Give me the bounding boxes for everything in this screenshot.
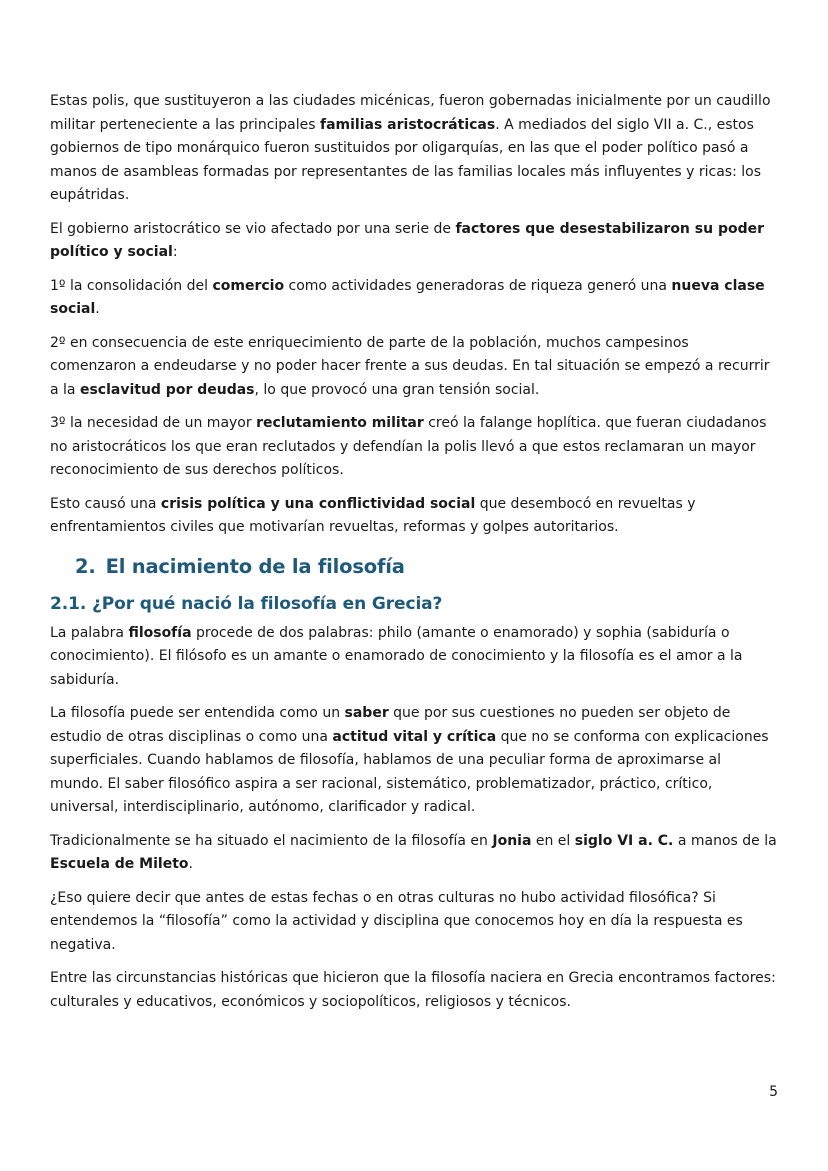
text-run: La filosofía puede ser entendida como un	[50, 705, 345, 721]
paragraph-factor-1	[50, 275, 778, 322]
text-run: Estas polis, que sustituyeron a las ciudades micénicas, fueron gobernadas inicialmente por un caudillo militar perteneciente a las principales	[50, 93, 771, 133]
text-run: , lo que provocó una gran tensión social.	[254, 381, 540, 398]
section-title: El nacimiento de la filosofía	[105, 554, 405, 578]
text-run: ¿Eso quiere decir que antes de estas fechas o en otras culturas no hubo actividad filosófica? Si entendemos la “filosofía” como la actividad y disciplina que conocemos hoy en día la respuesta es negativa.	[50, 889, 743, 953]
paragraph-crisis	[50, 493, 778, 540]
section-heading	[75, 554, 778, 580]
paragraph-palabra-filosofia	[50, 622, 778, 693]
paragraph-jonia	[50, 830, 778, 877]
bold-term: saber	[344, 705, 389, 721]
paragraph-circunstancias	[50, 967, 778, 1014]
text-run: como actividades generadoras de riqueza generó una	[284, 277, 672, 294]
text-run: La palabra	[50, 624, 129, 641]
bold-term: comercio	[212, 277, 285, 294]
bold-term: reclutamiento militar	[256, 415, 424, 431]
text-run: Tradicionalmente se ha situado el nacimiento de la filosofía en	[50, 832, 493, 849]
text-run: .	[95, 301, 100, 317]
text-run: Entre las circunstancias históricas que hicieron que la filosofía naciera en Grecia encontramos factores: culturales y educativos, económicos y sociopolíticos, religiosos y técnicos.	[50, 970, 776, 1010]
text-run: en el	[531, 832, 575, 849]
text-run: 1º la consolidación del	[50, 277, 213, 294]
bold-term: actitud vital y crítica	[332, 728, 497, 745]
bold-term: crisis política y una conflictividad social	[160, 495, 476, 512]
text-run: . A mediados del siglo VII a. C., estos gobiernos de tipo monárquico fueron sustituidos por oligarquías, en las que el poder político pasó a manos de asambleas formadas por representantes de las familias locales más influyentes y ricas: los eupátridas.	[50, 116, 761, 203]
subsection-heading: 2.1. ¿Por qué nació la filosofía en Grecia?	[50, 593, 443, 614]
paragraph-saber	[50, 702, 778, 820]
bold-term: filosofía	[128, 624, 192, 641]
section-number: 2.	[75, 554, 96, 578]
bold-term: Escuela de Mileto	[50, 856, 189, 872]
bold-term: esclavitud por deudas	[79, 381, 255, 398]
bold-term: familias aristocráticas	[320, 116, 496, 133]
text-run: a manos de la	[673, 832, 777, 849]
text-run: creó la falange hoplítica. que fueran ciudadanos no aristocráticos los que eran reclutados y defendían la polis llevó a que estos reclamaran un mayor reconocimiento de sus derechos políticos.	[50, 415, 767, 478]
text-run: 2º en consecuencia de este enriquecimiento de parte de la población, muchos campesinos comenzaron a endeudarse y no poder hacer frente a sus deudas. En tal situación se empezó a recurrir a la	[50, 334, 770, 398]
bold-term: factores que desestabilizaron su poder político y social	[50, 220, 765, 260]
text-run: procede de dos palabras: philo (amante o enamorado) y sophia (sabiduría o conocimiento). El filósofo es un amante o enamorado de conocimiento y la filosofía es el amor a la sabiduría.	[50, 624, 743, 688]
text-run: que desembocó en revueltas y enfrentamientos civiles que motivarían revueltas, reformas y golpes autoritarios.	[50, 495, 696, 535]
text-run: que no se conforma con explicaciones superficiales. Cuando hablamos de filosofía, hablamos de una peculiar forma de aproximarse al mundo. El saber filosófico aspira a ser racional, sistemático, problematizador, práctico, crítico, universal, interdisciplinario, autónomo, clarificador y radical.	[50, 728, 769, 815]
text-run: El gobierno aristocrático se vio afectado por una serie de	[50, 220, 456, 237]
text-run: .	[188, 856, 193, 872]
text-run: que por sus cuestiones no pueden ser objeto de estudio de otras disciplinas o como una	[50, 705, 731, 745]
bold-term: Jonia	[492, 832, 532, 849]
paragraph-gobierno-aristocratico	[50, 218, 778, 265]
bold-term: nueva clase social	[50, 277, 765, 317]
text-run: 3º la necesidad de un mayor	[50, 415, 257, 431]
paragraph-factor-2	[50, 332, 778, 403]
paragraph-factor-3	[50, 412, 778, 483]
paragraph-pregunta	[50, 887, 778, 958]
bold-term: siglo VI a. C.	[574, 832, 674, 849]
text-run: :	[172, 244, 178, 260]
text-run: Esto causó una	[50, 495, 161, 512]
paragraph-polis	[50, 90, 778, 208]
page-number: 5	[769, 1084, 778, 1100]
